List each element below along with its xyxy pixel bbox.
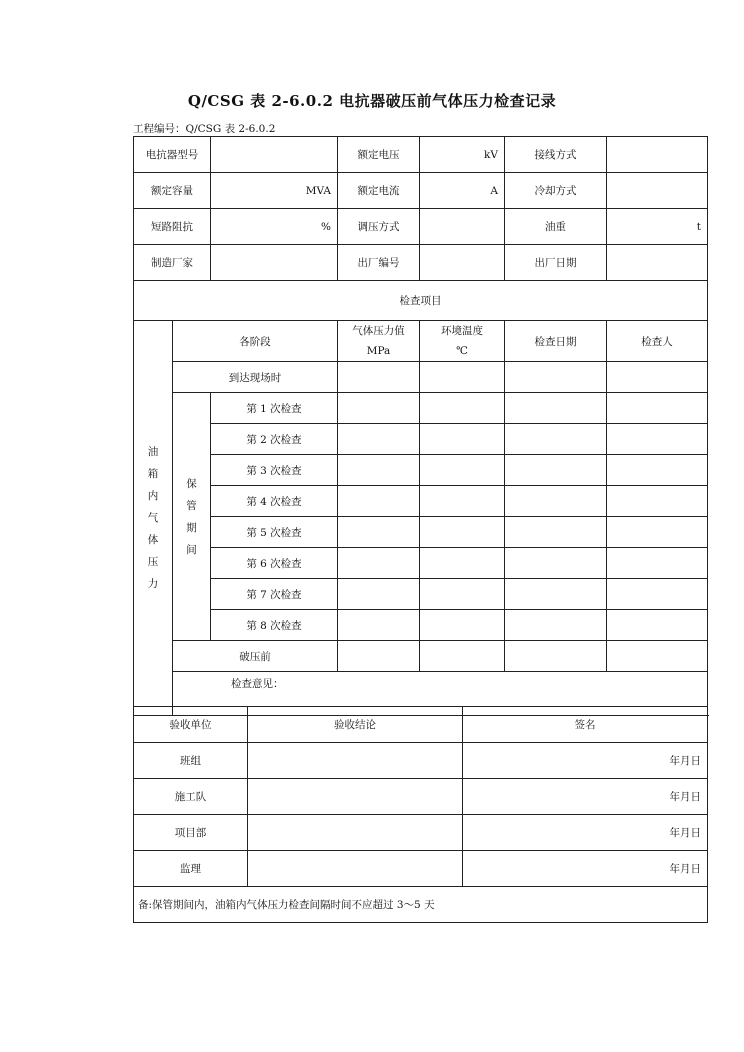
info-row-4 [134, 245, 708, 281]
pressure-cell[interactable] [338, 486, 420, 517]
table-row [134, 517, 708, 548]
date-cell[interactable] [505, 362, 607, 393]
stage-before-break: 破压前 [173, 641, 338, 672]
header-acceptance-conclusion: 验收结论 [248, 707, 463, 743]
rated-current-field[interactable]: A [420, 173, 505, 209]
stage-check: 第 3 次检查 [211, 455, 338, 486]
rated-voltage-field[interactable]: kV [420, 137, 505, 173]
check-items-heading: 检查项目 [134, 281, 708, 321]
cooling-field[interactable] [607, 173, 708, 209]
pressure-cell[interactable] [338, 579, 420, 610]
footnote: 备:保管期间内，油箱内气体压力检查间隔时间不应超过 3～5 天 [134, 887, 708, 923]
side-label-oil-tank-pressure: 油 箱 内 气 体 压 力 [134, 321, 173, 716]
header-acceptance-unit: 验收单位 [134, 707, 248, 743]
inspector-cell[interactable] [607, 424, 708, 455]
check-items-row [134, 281, 708, 321]
stage-check: 第 7 次检查 [211, 579, 338, 610]
table-row [134, 579, 708, 610]
temperature-cell[interactable] [420, 393, 505, 424]
stage-check: 第 8 次检查 [211, 610, 338, 641]
stage-check: 第 1 次检查 [211, 393, 338, 424]
temperature-cell[interactable] [420, 641, 505, 672]
date-cell[interactable] [505, 486, 607, 517]
inspector-cell[interactable] [607, 455, 708, 486]
temperature-cell[interactable] [420, 362, 505, 393]
date-cell[interactable] [505, 610, 607, 641]
inspector-cell[interactable] [607, 610, 708, 641]
pressure-cell[interactable] [338, 393, 420, 424]
date-cell[interactable] [505, 641, 607, 672]
acceptance-row [134, 851, 708, 887]
signature-field[interactable]: 年月日 [463, 851, 708, 887]
label-rated-capacity: 额定容量 [134, 173, 211, 209]
inspector-cell[interactable] [607, 579, 708, 610]
header-date: 检查日期 [505, 321, 607, 362]
label-rated-voltage: 额定电压 [338, 137, 420, 173]
label-impedance: 短路阻抗 [134, 209, 211, 245]
pressure-cell[interactable] [338, 517, 420, 548]
label-reactor-model: 电抗器型号 [134, 137, 211, 173]
temperature-cell[interactable] [420, 610, 505, 641]
signature-field[interactable]: 年月日 [463, 779, 708, 815]
signature-field[interactable]: 年月日 [463, 743, 708, 779]
label-oil-weight: 油重 [505, 209, 607, 245]
inspection-table [133, 136, 708, 716]
page-title: Q/CSG 表 2-6.0.2 电抗器破压前气体压力检查记录 [187, 92, 557, 110]
table-row [134, 641, 708, 672]
inspector-cell[interactable] [607, 362, 708, 393]
stage-check: 第 4 次检查 [211, 486, 338, 517]
temperature-cell[interactable] [420, 424, 505, 455]
serial-no-field[interactable] [420, 245, 505, 281]
acceptance-row [134, 743, 708, 779]
acceptance-table [133, 706, 708, 923]
label-tap-mode: 调压方式 [338, 209, 420, 245]
acceptance-row [134, 779, 708, 815]
table-row [134, 424, 708, 455]
pressure-cell[interactable] [338, 455, 420, 486]
conclusion-field[interactable] [248, 851, 463, 887]
pressure-cell[interactable] [338, 362, 420, 393]
stage-check: 第 5 次检查 [211, 517, 338, 548]
tap-mode-field[interactable] [420, 209, 505, 245]
table-row [134, 486, 708, 517]
label-serial-no: 出厂编号 [338, 245, 420, 281]
label-rated-current: 额定电流 [338, 173, 420, 209]
reactor-model-field[interactable] [211, 137, 338, 173]
unit-project-dept: 项目部 [134, 815, 248, 851]
table-row [134, 362, 708, 393]
pressure-cell[interactable] [338, 641, 420, 672]
pressure-cell[interactable] [338, 610, 420, 641]
mfg-date-field[interactable] [607, 245, 708, 281]
info-row-3 [134, 209, 708, 245]
header-temperature: 环境温度 ℃ [420, 321, 505, 362]
conclusion-field[interactable] [248, 815, 463, 851]
header-inspector: 检查人 [607, 321, 708, 362]
opinion-label: 检查意见： [231, 678, 284, 690]
signature-field[interactable]: 年月日 [463, 815, 708, 851]
header-pressure: 气体压力值 MPa [338, 321, 420, 362]
inspector-cell[interactable] [607, 393, 708, 424]
info-row-1 [134, 137, 708, 173]
inspector-cell[interactable] [607, 486, 708, 517]
conclusion-field[interactable] [248, 779, 463, 815]
table-row [134, 455, 708, 486]
label-manufacturer: 制造厂家 [134, 245, 211, 281]
oil-weight-field[interactable]: t [607, 209, 708, 245]
acceptance-row [134, 815, 708, 851]
impedance-field[interactable]: % [211, 209, 338, 245]
header-signature: 签名 [463, 707, 708, 743]
pressure-cell[interactable] [338, 548, 420, 579]
inspector-cell[interactable] [607, 548, 708, 579]
temperature-cell[interactable] [420, 517, 505, 548]
header-stage: 各阶段 [173, 321, 338, 362]
stage-check: 第 2 次检查 [211, 424, 338, 455]
manufacturer-field[interactable] [211, 245, 338, 281]
unit-construction-crew: 施工队 [134, 779, 248, 815]
unit-team: 班组 [134, 743, 248, 779]
date-cell[interactable] [505, 548, 607, 579]
form-number: 工程编号：Q/CSG 表 2-6.0.2 [133, 123, 276, 135]
inspector-cell[interactable] [607, 517, 708, 548]
unit-supervisor: 监理 [134, 851, 248, 887]
date-cell[interactable] [505, 424, 607, 455]
pressure-cell[interactable] [338, 424, 420, 455]
info-row-2 [134, 173, 708, 209]
table-row [134, 393, 708, 424]
stage-check: 第 6 次检查 [211, 548, 338, 579]
date-cell[interactable] [505, 517, 607, 548]
date-cell[interactable] [505, 393, 607, 424]
inspector-cell[interactable] [607, 641, 708, 672]
temperature-cell[interactable] [420, 548, 505, 579]
stage-arrival: 到达现场时 [173, 362, 338, 393]
table-row [134, 610, 708, 641]
conclusion-field[interactable] [248, 743, 463, 779]
temperature-cell[interactable] [420, 579, 505, 610]
header-row [134, 321, 708, 362]
acceptance-header-row [134, 707, 708, 743]
side-label-storage-period: 保 管 期 间 [173, 393, 211, 641]
label-cooling: 冷却方式 [505, 173, 607, 209]
connection-field[interactable] [607, 137, 708, 173]
note-row [134, 887, 708, 923]
label-mfg-date: 出厂日期 [505, 245, 607, 281]
rated-capacity-field[interactable]: MVA [211, 173, 338, 209]
temperature-cell[interactable] [420, 486, 505, 517]
date-cell[interactable] [505, 455, 607, 486]
label-connection: 接线方式 [505, 137, 607, 173]
date-cell[interactable] [505, 579, 607, 610]
table-row [134, 548, 708, 579]
temperature-cell[interactable] [420, 455, 505, 486]
